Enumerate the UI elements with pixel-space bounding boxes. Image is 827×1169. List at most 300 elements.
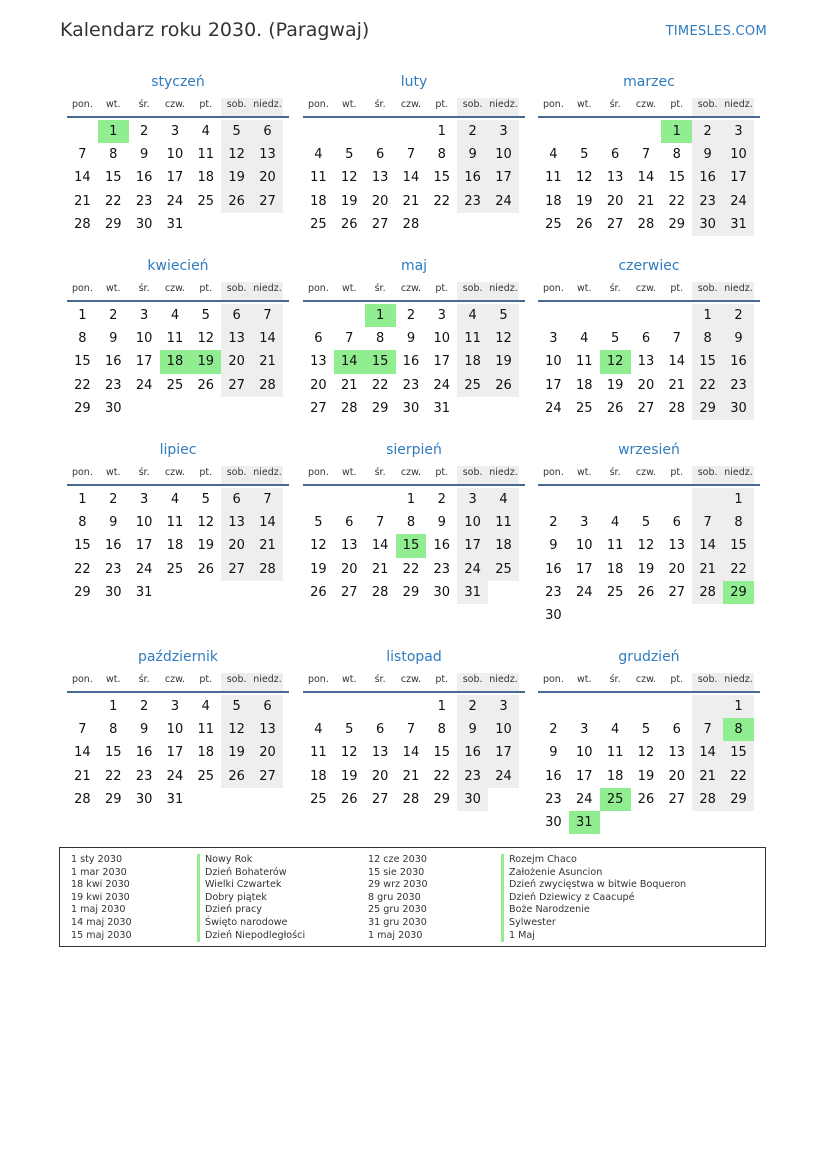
day-cell: 9	[457, 143, 488, 166]
weekday-label: pon.	[542, 99, 564, 110]
month-name: marzec	[623, 74, 675, 90]
day-cell: 22	[433, 768, 451, 784]
month-6	[538, 256, 760, 420]
day-cell: 2	[723, 304, 754, 327]
weekday-label: pt.	[199, 99, 213, 110]
day-cell: 25	[488, 558, 519, 581]
legend-date: 15 sie 2030	[368, 866, 425, 878]
day-cell: 14	[668, 354, 686, 370]
week-row	[303, 765, 525, 788]
day-cell: 2	[457, 695, 488, 718]
week-row	[538, 741, 760, 764]
weekday-label: niedz.	[488, 282, 519, 300]
day-cell: 22	[433, 193, 451, 209]
week-row	[303, 190, 525, 213]
month-name: czerwiec	[618, 258, 680, 274]
day-cell: 10	[135, 515, 153, 531]
day-cell: 4	[610, 515, 620, 531]
legend-holiday-name: Nowy Rok	[197, 854, 305, 867]
month-7	[67, 440, 289, 604]
day-cell: 20	[371, 193, 389, 209]
day-cell: 2	[549, 722, 558, 738]
day-cell: 24	[433, 377, 451, 393]
day-cell: 16	[457, 741, 488, 764]
day-cell: 6	[375, 147, 385, 163]
day-cell: 8	[437, 147, 446, 163]
empty-day-cell	[252, 581, 283, 604]
month-11	[303, 647, 525, 811]
legend-date: 29 wrz 2030	[368, 879, 428, 891]
legend-col-2-dates	[368, 854, 428, 942]
day-cell: 24	[135, 561, 153, 577]
holiday-day-cell: 15	[396, 534, 427, 557]
day-cell: 27	[371, 216, 389, 232]
week-row	[303, 741, 525, 764]
day-cell: 28	[74, 216, 91, 232]
day-cell: 10	[575, 538, 593, 554]
day-cell: 25	[166, 377, 184, 393]
day-cell: 24	[166, 768, 184, 784]
day-cell: 7	[692, 511, 723, 534]
day-cell: 25	[575, 400, 593, 416]
week-row	[538, 511, 760, 534]
weekday-header	[538, 98, 760, 118]
day-cell: 10	[433, 331, 451, 347]
day-cell: 25	[166, 561, 184, 577]
day-cell: 13	[340, 538, 358, 554]
holiday-day-cell: 15	[365, 350, 396, 373]
weekday-label: pon.	[307, 99, 329, 110]
day-cell: 25	[197, 193, 215, 209]
day-cell: 4	[580, 331, 589, 347]
day-cell: 16	[545, 768, 562, 784]
day-cell: 9	[437, 515, 446, 531]
month-name: sierpień	[386, 442, 442, 458]
weekday-label: niedz.	[252, 673, 283, 691]
day-cell: 5	[345, 722, 354, 738]
weekday-label: niedz.	[488, 466, 519, 484]
day-cell: 17	[488, 166, 519, 189]
weekday-label: wt.	[342, 283, 357, 294]
empty-day-cell	[600, 304, 631, 327]
day-cell: 12	[310, 538, 327, 554]
weekday-label: czw.	[635, 99, 657, 110]
empty-day-cell	[488, 397, 519, 420]
week-row	[67, 534, 289, 557]
day-cell: 28	[692, 788, 723, 811]
day-cell: 15	[104, 170, 122, 186]
month-9	[538, 440, 760, 627]
day-cell: 24	[575, 584, 593, 600]
day-cell: 23	[545, 791, 562, 807]
day-cell: 22	[723, 558, 754, 581]
day-cell: 27	[221, 558, 252, 581]
day-cell: 6	[314, 331, 323, 347]
empty-day-cell	[365, 488, 396, 511]
empty-day-cell	[631, 304, 662, 327]
weekday-label: sob.	[221, 282, 252, 300]
week-row	[67, 511, 289, 534]
holiday-day-cell: 1	[365, 304, 396, 327]
day-cell: 23	[457, 190, 488, 213]
day-cell: 30	[457, 788, 488, 811]
weekday-label: sob.	[692, 673, 723, 691]
day-cell: 28	[692, 581, 723, 604]
day-cell: 21	[252, 534, 283, 557]
day-cell: 11	[457, 327, 488, 350]
day-cell: 8	[672, 147, 681, 163]
empty-day-cell	[723, 811, 754, 834]
day-cell: 30	[545, 607, 562, 623]
day-cell: 18	[197, 170, 215, 186]
empty-day-cell	[631, 811, 662, 834]
day-cell: 15	[433, 170, 451, 186]
weekday-label: pon.	[307, 467, 329, 478]
day-cell: 26	[197, 561, 215, 577]
day-cell: 5	[641, 722, 651, 738]
day-cell: 10	[166, 147, 184, 163]
day-cell: 5	[580, 147, 589, 163]
legend-date: 25 gru 2030	[368, 904, 427, 916]
weekday-label: czw.	[635, 674, 657, 685]
weekday-label: sob.	[457, 98, 488, 116]
day-cell: 6	[610, 147, 620, 163]
day-cell: 16	[135, 170, 153, 186]
week-row	[538, 788, 760, 811]
legend-col-1-names	[197, 854, 305, 942]
day-cell: 17	[575, 561, 593, 577]
week-row	[67, 397, 289, 420]
day-cell: 11	[166, 515, 184, 531]
day-cell: 16	[402, 354, 420, 370]
day-cell: 21	[402, 193, 420, 209]
day-cell: 29	[74, 584, 91, 600]
holiday-day-cell: 25	[600, 788, 631, 811]
holiday-day-cell: 8	[723, 718, 754, 741]
day-cell: 5	[314, 515, 323, 531]
empty-day-cell	[190, 581, 221, 604]
day-cell: 20	[668, 768, 686, 784]
week-row	[67, 304, 289, 327]
day-cell: 20	[221, 534, 252, 557]
weekday-label: pon.	[542, 467, 564, 478]
day-cell: 13	[606, 170, 624, 186]
day-cell: 1	[109, 699, 118, 714]
legend-holiday-name: Dzień Bohaterów	[197, 867, 305, 880]
day-cell: 4	[201, 124, 210, 139]
day-cell: 8	[109, 722, 118, 738]
weekday-label: niedz.	[252, 98, 283, 116]
empty-day-cell	[221, 213, 252, 236]
day-cell: 11	[166, 331, 184, 347]
month-name: lipiec	[159, 442, 197, 458]
day-cell: 28	[402, 791, 420, 807]
weekday-label: sob.	[221, 673, 252, 691]
day-cell: 17	[135, 538, 153, 554]
day-cell: 25	[606, 584, 624, 600]
legend-date: 31 gru 2030	[368, 916, 427, 928]
empty-day-cell	[488, 788, 519, 811]
weekday-label: czw.	[635, 283, 657, 294]
day-cell: 7	[375, 515, 385, 531]
day-cell: 18	[197, 745, 215, 761]
day-cell: 21	[340, 377, 358, 393]
day-cell: 2	[139, 124, 149, 139]
empty-day-cell	[303, 695, 334, 718]
day-cell: 21	[252, 350, 283, 373]
week-row	[538, 304, 760, 327]
week-row	[67, 120, 289, 143]
day-cell: 3	[549, 331, 558, 347]
day-cell: 10	[723, 143, 754, 166]
day-cell: 3	[488, 120, 519, 143]
week-row	[67, 558, 289, 581]
day-cell: 27	[637, 400, 655, 416]
weekday-label: sob.	[692, 466, 723, 484]
day-cell: 5	[201, 492, 210, 507]
day-cell: 31	[135, 584, 153, 600]
day-cell: 18	[606, 768, 624, 784]
day-cell: 12	[488, 327, 519, 350]
day-cell: 4	[314, 722, 323, 738]
month-3	[538, 72, 760, 236]
day-cell: 19	[340, 193, 358, 209]
weekday-label: śr.	[609, 674, 621, 685]
day-cell: 20	[668, 561, 686, 577]
week-row	[538, 327, 760, 350]
day-cell: 2	[109, 308, 118, 323]
day-cell: 24	[166, 193, 184, 209]
day-cell: 4	[610, 722, 620, 738]
day-cell: 27	[221, 374, 252, 397]
weekday-label: wt.	[577, 467, 592, 478]
day-cell: 22	[723, 765, 754, 788]
day-cell: 17	[488, 741, 519, 764]
day-cell: 18	[488, 534, 519, 557]
weekday-label: śr.	[374, 674, 386, 685]
day-cell: 18	[310, 193, 327, 209]
day-cell: 20	[340, 561, 358, 577]
day-cell: 22	[74, 561, 91, 577]
day-cell: 10	[457, 511, 488, 534]
week-row	[538, 811, 760, 834]
empty-day-cell	[334, 695, 365, 718]
day-cell: 28	[252, 558, 283, 581]
month-10	[67, 647, 289, 811]
day-cell: 17	[135, 354, 153, 370]
day-cell: 21	[74, 193, 91, 209]
day-cell: 31	[433, 400, 451, 416]
day-cell: 15	[723, 741, 754, 764]
empty-day-cell	[488, 213, 519, 236]
day-cell: 9	[406, 331, 416, 347]
week-row	[303, 304, 525, 327]
weekday-label: śr.	[609, 467, 621, 478]
weekday-label: niedz.	[488, 98, 519, 116]
weekday-header	[538, 282, 760, 302]
day-cell: 29	[402, 584, 420, 600]
day-cell: 16	[433, 538, 451, 554]
day-cell: 31	[166, 216, 184, 232]
day-cell: 6	[375, 722, 385, 738]
weekday-header	[303, 282, 525, 302]
month-name: styczeń	[151, 74, 205, 90]
day-cell: 13	[221, 327, 252, 350]
weekday-label: sob.	[221, 98, 252, 116]
empty-day-cell	[457, 213, 488, 236]
day-cell: 12	[221, 143, 252, 166]
day-cell: 8	[692, 327, 723, 350]
weekday-label: pon.	[71, 283, 93, 294]
day-cell: 13	[668, 538, 686, 554]
week-row	[538, 534, 760, 557]
day-cell: 3	[170, 699, 180, 714]
week-row	[303, 350, 525, 373]
day-cell: 12	[340, 170, 358, 186]
weekday-label: czw.	[164, 283, 186, 294]
empty-day-cell	[600, 604, 631, 627]
week-row	[538, 120, 760, 143]
day-cell: 4	[457, 304, 488, 327]
day-cell: 3	[170, 124, 180, 139]
day-cell: 24	[545, 400, 562, 416]
week-row	[538, 718, 760, 741]
day-cell: 9	[723, 327, 754, 350]
month-12	[538, 647, 760, 834]
weekday-label: pon.	[307, 283, 329, 294]
day-cell: 9	[549, 538, 558, 554]
day-cell: 1	[723, 695, 754, 718]
empty-day-cell	[569, 304, 600, 327]
day-cell: 24	[457, 558, 488, 581]
weekday-label: pt.	[670, 99, 684, 110]
day-cell: 14	[402, 745, 420, 761]
day-cell: 29	[692, 397, 723, 420]
day-cell: 30	[104, 400, 122, 416]
day-cell: 14	[252, 511, 283, 534]
empty-day-cell	[661, 488, 692, 511]
day-cell: 26	[575, 216, 593, 232]
day-cell: 23	[545, 584, 562, 600]
week-row	[67, 718, 289, 741]
week-row	[303, 558, 525, 581]
empty-day-cell	[723, 604, 754, 627]
empty-day-cell	[600, 695, 631, 718]
week-row	[538, 488, 760, 511]
day-cell: 19	[488, 350, 519, 373]
legend-col-1-dates	[71, 854, 132, 942]
day-cell: 26	[488, 374, 519, 397]
week-row	[67, 166, 289, 189]
weekday-label: pt.	[199, 674, 213, 685]
day-cell: 29	[74, 400, 91, 416]
legend-date: 1 mar 2030	[71, 866, 127, 878]
week-row	[538, 604, 760, 627]
empty-day-cell	[303, 304, 334, 327]
day-cell: 2	[549, 515, 558, 531]
weekday-label: niedz.	[723, 98, 754, 116]
week-row	[303, 143, 525, 166]
weekday-label: czw.	[400, 467, 422, 478]
day-cell: 7	[78, 147, 87, 163]
day-cell: 4	[170, 308, 180, 323]
day-cell: 28	[668, 400, 686, 416]
day-cell: 20	[252, 741, 283, 764]
day-cell: 9	[109, 515, 118, 531]
month-name: grudzień	[618, 649, 680, 665]
week-row	[538, 213, 760, 236]
day-cell: 26	[221, 190, 252, 213]
legend-date: 1 sty 2030	[71, 854, 123, 865]
day-cell: 6	[221, 304, 252, 327]
day-cell: 20	[371, 768, 389, 784]
day-cell: 21	[371, 561, 389, 577]
month-1	[67, 72, 289, 236]
empty-day-cell	[538, 695, 569, 718]
empty-day-cell	[396, 695, 427, 718]
day-cell: 11	[310, 170, 327, 186]
holiday-legend	[59, 847, 766, 947]
day-cell: 17	[723, 166, 754, 189]
day-cell: 30	[433, 584, 451, 600]
day-cell: 29	[668, 216, 686, 232]
day-cell: 3	[437, 308, 446, 323]
weekday-label: sob.	[692, 282, 723, 300]
legend-date: 14 maj 2030	[71, 916, 132, 928]
day-cell: 9	[139, 147, 149, 163]
week-row	[67, 213, 289, 236]
day-cell: 1	[406, 492, 416, 507]
day-cell: 23	[692, 190, 723, 213]
week-row	[303, 695, 525, 718]
weekday-label: śr.	[138, 674, 150, 685]
week-row	[538, 166, 760, 189]
day-cell: 20	[221, 350, 252, 373]
empty-day-cell	[569, 604, 600, 627]
legend-holiday-name: Dzień Dziewicy z Caacupé	[501, 892, 686, 905]
day-cell: 13	[637, 354, 655, 370]
day-cell: 7	[672, 331, 681, 347]
week-row	[67, 488, 289, 511]
weekday-label: czw.	[400, 99, 422, 110]
day-cell: 22	[402, 561, 420, 577]
day-cell: 17	[575, 768, 593, 784]
day-cell: 2	[692, 120, 723, 143]
weekday-label: pt.	[670, 467, 684, 478]
legend-date: 12 cze 2030	[368, 854, 427, 865]
day-cell: 14	[252, 327, 283, 350]
day-cell: 16	[457, 166, 488, 189]
day-cell: 26	[340, 791, 358, 807]
weekday-label: sob.	[221, 466, 252, 484]
day-cell: 28	[340, 400, 358, 416]
week-row	[303, 534, 525, 557]
day-cell: 31	[457, 581, 488, 604]
day-cell: 25	[310, 216, 327, 232]
day-cell: 24	[135, 377, 153, 393]
empty-day-cell	[334, 120, 365, 143]
site-link[interactable]: TIMESLES.COM	[665, 24, 767, 39]
legend-date: 1 maj 2030	[368, 929, 423, 941]
day-cell: 18	[575, 377, 593, 393]
day-cell: 5	[201, 308, 210, 323]
day-cell: 10	[166, 722, 184, 738]
day-cell: 14	[692, 741, 723, 764]
day-cell: 30	[402, 400, 420, 416]
day-cell: 25	[545, 216, 562, 232]
day-cell: 8	[406, 515, 416, 531]
week-row	[538, 558, 760, 581]
